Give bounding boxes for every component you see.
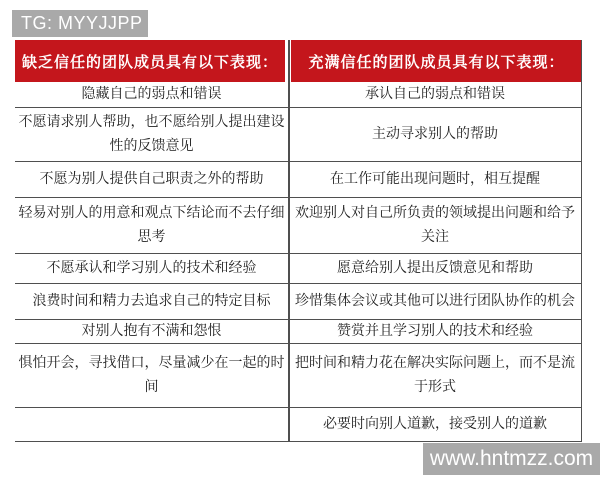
table-row [15, 82, 582, 108]
cell-lacking-trust: 惧怕开会，寻找借口，尽量减少在一起的时间 [18, 355, 285, 395]
cell-full-trust: 欢迎别人对自己所负责的领域提出问题和给予关注 [295, 205, 575, 245]
table-row [15, 198, 582, 254]
cell-full-trust: 承认自己的弱点和错误 [365, 86, 505, 102]
cell-full-trust: 主动寻求别人的帮助 [372, 126, 498, 142]
table-right-border [581, 40, 583, 442]
cell-lacking-trust: 不愿为别人提供自己职责之外的帮助 [39, 171, 264, 187]
cell-lacking-trust: 轻易对别人的用意和观点下结论而不去仔细思考 [18, 205, 285, 245]
table-row [15, 108, 582, 162]
table-row [15, 344, 582, 408]
trust-comparison-table [15, 40, 582, 442]
cell-lacking-trust: 隐藏自己的弱点和错误 [81, 86, 222, 102]
table-row [15, 254, 582, 284]
cell-full-trust: 在工作可能出现问题时，相互提醒 [330, 171, 540, 187]
header-full-trust: 充满信任的团队成员具有以下表现： [291, 40, 582, 82]
cell-full-trust: 愿意给别人提出反馈意见和帮助 [337, 260, 533, 276]
table-row [15, 284, 582, 320]
cell-lacking-trust [15, 408, 288, 441]
cell-full-trust: 赞赏并且学习别人的技术和经验 [337, 323, 533, 339]
header-lacking-trust: 缺乏信任的团队成员具有以下表现： [15, 40, 285, 82]
cell-lacking-trust: 不愿请求别人帮助，也不愿给别人提出建设性的反馈意见 [18, 114, 285, 154]
cell-lacking-trust: 不愿承认和学习别人的技术和经验 [46, 260, 257, 276]
cell-lacking-trust: 浪费时间和精力去追求自己的特定目标 [32, 293, 271, 309]
table-header-row [15, 40, 582, 82]
cell-lacking-trust: 对别人抱有不满和怨恨 [81, 323, 222, 339]
cell-full-trust: 珍惜集体会议或其他可以进行团队协作的机会 [295, 293, 575, 309]
site-watermark-badge: www.hntmzz.com [423, 443, 600, 475]
table-row [15, 408, 582, 442]
tg-watermark-badge: TG: MYYJJPP [12, 10, 148, 37]
table-row [15, 162, 582, 198]
table-body [15, 82, 582, 442]
cell-full-trust: 把时间和精力花在解决实际问题上，而不是流于形式 [295, 355, 575, 395]
table-row [15, 320, 582, 344]
cell-full-trust: 必要时向别人道歉，接受别人的道歉 [323, 416, 547, 432]
